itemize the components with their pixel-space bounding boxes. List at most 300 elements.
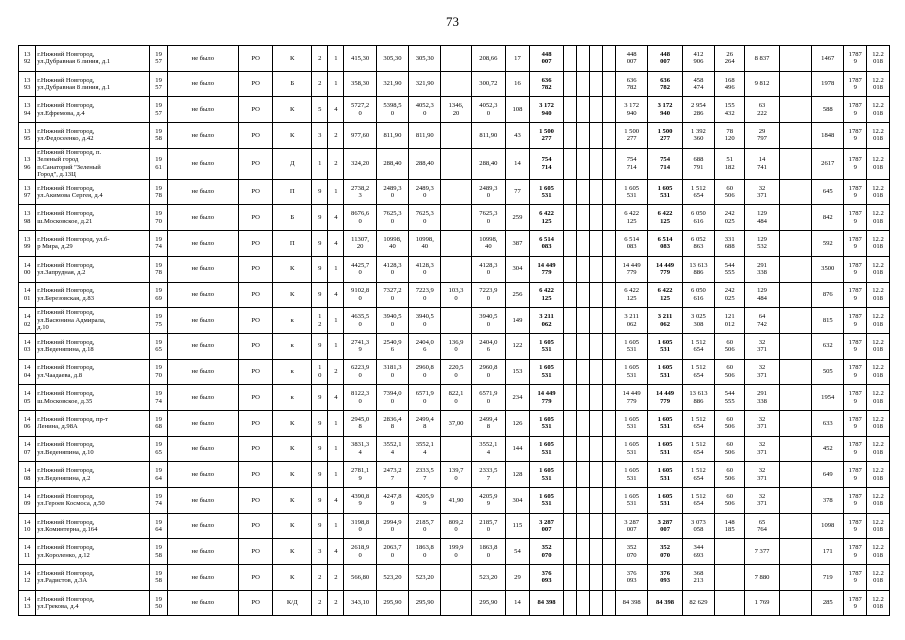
table-cell: 2741,3 9 — [344, 333, 376, 359]
table-cell: 171 — [812, 539, 844, 565]
table-cell: 291 338 — [745, 385, 779, 411]
table-cell: 1787 9 — [844, 539, 867, 565]
table-cell: 144 — [506, 436, 530, 462]
table-cell: 19 75 — [150, 308, 167, 334]
table-cell: 1 769 — [745, 590, 779, 616]
table-cell: 1 605 531 — [615, 488, 647, 514]
table-cell: РО — [238, 231, 272, 257]
table-cell — [577, 205, 590, 231]
table-cell — [779, 46, 811, 72]
table-row — [19, 436, 890, 462]
table-cell: 3181,3 0 — [376, 359, 408, 385]
table-cell — [779, 436, 811, 462]
table-cell: 220,5 0 — [441, 359, 471, 385]
table-cell: 842 — [812, 205, 844, 231]
table-cell: 876 — [812, 282, 844, 308]
table-cell: К/Д — [273, 590, 312, 616]
table-cell: 1 605 531 — [648, 359, 682, 385]
table-cell: 10998, 40 — [471, 231, 505, 257]
table-cell — [564, 282, 577, 308]
table-cell: 2404,0 6 — [409, 333, 441, 359]
table-cell: 60 506 — [715, 462, 745, 488]
table-row — [19, 179, 890, 205]
table-cell: не было — [167, 410, 238, 436]
table-cell: 452 — [812, 436, 844, 462]
table-cell: 1787 9 — [844, 46, 867, 72]
table-cell: 9 — [312, 205, 328, 231]
table-cell: 811,90 — [409, 123, 441, 149]
table-cell: 544 555 — [715, 385, 745, 411]
table-cell: 19 74 — [150, 488, 167, 514]
table-cell — [779, 256, 811, 282]
table-cell: 60 506 — [715, 359, 745, 385]
table-cell: 977,60 — [344, 123, 376, 149]
table-cell: 13 96 — [19, 148, 36, 179]
table-cell: 2 — [328, 359, 344, 385]
table-cell: 2489,3 0 — [409, 179, 441, 205]
table-cell: 51 182 — [715, 148, 745, 179]
table-cell: не было — [167, 385, 238, 411]
table-cell: 5398,5 0 — [376, 97, 408, 123]
table-cell: не было — [167, 590, 238, 616]
table-cell: не было — [167, 256, 238, 282]
table-cell: 1 605 531 — [648, 179, 682, 205]
table-cell: 4425,7 0 — [344, 256, 376, 282]
table-cell: 1 605 531 — [648, 488, 682, 514]
table-cell — [715, 590, 745, 616]
table-cell: 1 605 531 — [615, 462, 647, 488]
table-cell — [577, 565, 590, 591]
table-cell: 1 605 531 — [615, 179, 647, 205]
table-cell: 12.2 018 — [867, 333, 890, 359]
table-cell: г.Нижний Новгород, ул.Березовская, д.83 — [36, 282, 150, 308]
table-cell: 352 070 — [615, 539, 647, 565]
table-cell: 415,30 — [344, 46, 376, 72]
table-cell: 1787 9 — [844, 205, 867, 231]
table-row — [19, 462, 890, 488]
table-cell — [564, 488, 577, 514]
table-cell: К — [273, 410, 312, 436]
table-cell: 2404,0 6 — [471, 333, 505, 359]
table-cell: г.Нижний Новгород, ул.Веденяпина, д.10 — [36, 436, 150, 462]
table-cell — [779, 410, 811, 436]
table-row — [19, 410, 890, 436]
table-cell: 1 — [328, 46, 344, 72]
table-cell: 14 — [506, 148, 530, 179]
table-cell: 26 264 — [715, 46, 745, 72]
table-cell: Б — [273, 71, 312, 97]
table-cell: не было — [167, 333, 238, 359]
table-cell — [441, 71, 471, 97]
table-cell: 2 — [328, 565, 344, 591]
table-cell: 4 — [328, 205, 344, 231]
table-cell: 7 880 — [745, 565, 779, 591]
table-cell: 1 — [328, 333, 344, 359]
table-cell: 12.2 018 — [867, 513, 890, 539]
table-cell — [577, 385, 590, 411]
table-cell: 632 — [812, 333, 844, 359]
table-cell: 12.2 018 — [867, 46, 890, 72]
table-cell: РО — [238, 179, 272, 205]
table-cell: 9 — [312, 513, 328, 539]
table-cell: 2945,0 8 — [344, 410, 376, 436]
table-cell: 1 500 277 — [615, 123, 647, 149]
table-cell: РО — [238, 488, 272, 514]
table-cell: 368 213 — [682, 565, 714, 591]
table-cell: 4635,5 0 — [344, 308, 376, 334]
table-cell: г.Нижний Новгород, ул.Радистов, д.3А — [36, 565, 150, 591]
table-cell: К — [273, 565, 312, 591]
table-cell: 305,30 — [376, 46, 408, 72]
table-cell: 14 07 — [19, 436, 36, 462]
table-cell: 304 — [506, 488, 530, 514]
table-cell: 1787 9 — [844, 590, 867, 616]
table-cell: 2 — [312, 71, 328, 97]
table-cell — [603, 256, 616, 282]
table-cell: 84 398 — [529, 590, 563, 616]
table-cell: 1 605 531 — [529, 488, 563, 514]
table-cell: 1787 9 — [844, 282, 867, 308]
table-cell: 291 338 — [745, 256, 779, 282]
table-cell: 103,3 0 — [441, 282, 471, 308]
table-cell: 295,90 — [409, 590, 441, 616]
table-cell: 378 — [812, 488, 844, 514]
table-cell: 12.2 018 — [867, 256, 890, 282]
table-cell: 458 474 — [682, 71, 714, 97]
table-cell: РО — [238, 123, 272, 149]
table-cell: РО — [238, 436, 272, 462]
table-cell: 1787 9 — [844, 565, 867, 591]
table-cell: не было — [167, 539, 238, 565]
table-cell: г.Нижний Новгород, ул.Дубравная 8 линия, д.1 — [36, 71, 150, 97]
table-cell: 754 714 — [615, 148, 647, 179]
table-cell: не было — [167, 123, 238, 149]
table-cell: 1848 — [812, 123, 844, 149]
table-cell: 1 — [312, 148, 328, 179]
table-cell: 1 500 277 — [529, 123, 563, 149]
table-cell: 9 — [312, 333, 328, 359]
table-cell: 10998, 40 — [376, 231, 408, 257]
table-cell — [577, 488, 590, 514]
table-cell: 115 — [506, 513, 530, 539]
table-cell: 155 432 — [715, 97, 745, 123]
table-cell: 3 — [312, 539, 328, 565]
table-cell: г.Нижний Новгород, ул.Васюнина Адмирала, д.10 — [36, 308, 150, 334]
table-cell: 4390,8 9 — [344, 488, 376, 514]
table-cell — [715, 565, 745, 591]
table-cell: 1 — [328, 462, 344, 488]
table-cell: 1 605 531 — [529, 359, 563, 385]
table-cell: 14 08 — [19, 462, 36, 488]
table-cell: 14 — [506, 590, 530, 616]
table-cell: 719 — [812, 565, 844, 591]
register-table — [18, 45, 890, 616]
table-cell: 1 605 531 — [648, 436, 682, 462]
table-cell: РО — [238, 359, 272, 385]
table-cell: 6 422 125 — [529, 205, 563, 231]
table-cell: 129 484 — [745, 282, 779, 308]
table-cell: 129 532 — [745, 231, 779, 257]
table-cell: 12.2 018 — [867, 205, 890, 231]
table-cell: 9 — [312, 462, 328, 488]
table-cell: 1787 9 — [844, 513, 867, 539]
table-cell — [779, 123, 811, 149]
table-cell — [590, 565, 603, 591]
table-row — [19, 97, 890, 123]
table-cell — [603, 179, 616, 205]
table-cell — [779, 308, 811, 334]
table-cell: 1863,8 0 — [471, 539, 505, 565]
table-cell — [590, 205, 603, 231]
table-cell — [564, 565, 577, 591]
table-cell: 14 09 — [19, 488, 36, 514]
table-cell — [603, 308, 616, 334]
table-cell: РО — [238, 308, 272, 334]
table-cell: не было — [167, 308, 238, 334]
table-cell: 199,9 0 — [441, 539, 471, 565]
table-cell — [577, 71, 590, 97]
table-cell: 1 605 531 — [648, 333, 682, 359]
table-cell: 376 093 — [529, 565, 563, 591]
table-cell: 3552,1 4 — [471, 436, 505, 462]
table-cell: 84 398 — [648, 590, 682, 616]
table-cell — [564, 97, 577, 123]
table-cell: К — [273, 123, 312, 149]
table-cell: 809,2 0 — [441, 513, 471, 539]
table-cell — [590, 590, 603, 616]
table-cell: 208,66 — [471, 46, 505, 72]
table-cell — [564, 148, 577, 179]
table-cell: 4205,9 9 — [409, 488, 441, 514]
table-cell — [577, 46, 590, 72]
table-cell: 1 512 654 — [682, 488, 714, 514]
table-cell: 168 496 — [715, 71, 745, 97]
table-cell: 9 — [312, 231, 328, 257]
table-cell: к — [273, 308, 312, 334]
table-cell: 1787 9 — [844, 308, 867, 334]
table-cell: 1346, 20 — [441, 97, 471, 123]
table-cell — [441, 148, 471, 179]
table-cell: 2 954 286 — [682, 97, 714, 123]
table-cell: 14 11 — [19, 539, 36, 565]
table-cell: 4247,8 9 — [376, 488, 408, 514]
table-cell: 1787 9 — [844, 488, 867, 514]
table-cell: 588 — [812, 97, 844, 123]
table-cell: 13 98 — [19, 205, 36, 231]
table-cell: РО — [238, 71, 272, 97]
table-cell: не было — [167, 97, 238, 123]
table-cell — [590, 282, 603, 308]
table-cell: 2489,3 0 — [376, 179, 408, 205]
table-cell: 1 605 531 — [615, 359, 647, 385]
table-row — [19, 385, 890, 411]
table-cell — [577, 410, 590, 436]
table-cell: 1 392 360 — [682, 123, 714, 149]
table-cell: не было — [167, 179, 238, 205]
table-cell: г.Нижний Новгород, ул.Грекова, д.4 — [36, 590, 150, 616]
table-cell: 12.2 018 — [867, 71, 890, 97]
table-cell: 14 12 — [19, 565, 36, 591]
table-cell: 12.2 018 — [867, 282, 890, 308]
table-row — [19, 148, 890, 179]
table-cell: 387 — [506, 231, 530, 257]
table-row — [19, 590, 890, 616]
table-cell: 12.2 018 — [867, 488, 890, 514]
table-cell: не было — [167, 71, 238, 97]
table-cell: 754 714 — [529, 148, 563, 179]
table-cell: 3 — [312, 123, 328, 149]
table-cell — [441, 46, 471, 72]
table-row — [19, 282, 890, 308]
table-cell: 19 68 — [150, 410, 167, 436]
table-cell: 2 — [312, 46, 328, 72]
table-cell — [564, 256, 577, 282]
table-cell — [577, 97, 590, 123]
table-cell: не было — [167, 282, 238, 308]
table-cell: 2618,9 0 — [344, 539, 376, 565]
table-cell: 6 422 125 — [648, 205, 682, 231]
table-cell — [603, 359, 616, 385]
table-cell: 32 371 — [745, 179, 779, 205]
table-cell — [590, 333, 603, 359]
table-cell — [577, 462, 590, 488]
table-cell: г.Нижний Новгород, пр-т Ленина, д.98А — [36, 410, 150, 436]
table-cell: 4 — [328, 97, 344, 123]
table-cell — [779, 359, 811, 385]
table-cell: 60 506 — [715, 488, 745, 514]
table-cell: 1787 9 — [844, 410, 867, 436]
table-cell: 811,90 — [471, 123, 505, 149]
table-cell: 2063,7 0 — [376, 539, 408, 565]
table-cell — [779, 148, 811, 179]
table-cell — [564, 308, 577, 334]
table-cell — [441, 123, 471, 149]
table-cell — [577, 231, 590, 257]
table-cell: 29 — [506, 565, 530, 591]
table-cell: 4 — [328, 282, 344, 308]
table-cell: 13 97 — [19, 179, 36, 205]
table-cell — [577, 256, 590, 282]
table-cell: 1 2 — [312, 308, 328, 334]
table-cell: 19 57 — [150, 46, 167, 72]
table-cell: 9 — [312, 179, 328, 205]
table-cell — [441, 231, 471, 257]
table-cell — [577, 359, 590, 385]
table-cell: 6 422 125 — [615, 205, 647, 231]
table-cell: 19 70 — [150, 359, 167, 385]
table-cell — [603, 565, 616, 591]
table-cell: РО — [238, 590, 272, 616]
table-cell: 12.2 018 — [867, 539, 890, 565]
table-cell: 1787 9 — [844, 179, 867, 205]
table-cell: 592 — [812, 231, 844, 257]
table-cell: 129 484 — [745, 205, 779, 231]
table-cell: 1787 9 — [844, 436, 867, 462]
table-cell: 633 — [812, 410, 844, 436]
table-cell: К — [273, 46, 312, 72]
table-cell: К — [273, 539, 312, 565]
table-cell: 5727,2 0 — [344, 97, 376, 123]
table-cell — [577, 282, 590, 308]
table-cell: 1 605 531 — [529, 410, 563, 436]
table-cell: 16 — [506, 71, 530, 97]
table-cell: г.Нижний Новгород, ул.Запрудная, д.2 — [36, 256, 150, 282]
table-cell: г.Нижний Новгород, ул.Коминтерна, д.164 — [36, 513, 150, 539]
table-cell: 1863,8 0 — [409, 539, 441, 565]
table-cell: 2994,9 0 — [376, 513, 408, 539]
table-cell: 3 172 940 — [529, 97, 563, 123]
table-cell: 3198,8 0 — [344, 513, 376, 539]
table-cell: 1 500 277 — [648, 123, 682, 149]
table-cell: 9102,8 0 — [344, 282, 376, 308]
table-cell: 1787 9 — [844, 148, 867, 179]
table-cell: 7625,3 0 — [409, 205, 441, 231]
table-cell — [603, 282, 616, 308]
table-cell: 6 514 083 — [648, 231, 682, 257]
table-cell: 12.2 018 — [867, 179, 890, 205]
table-cell: 139,7 0 — [441, 462, 471, 488]
table-cell: 3 287 007 — [615, 513, 647, 539]
table-cell: 77 — [506, 179, 530, 205]
table-cell: К — [273, 513, 312, 539]
table-cell — [590, 46, 603, 72]
table-cell: 2333,5 7 — [471, 462, 505, 488]
table-cell: 234 — [506, 385, 530, 411]
table-cell: не было — [167, 436, 238, 462]
table-cell: 1 0 — [312, 359, 328, 385]
table-row — [19, 71, 890, 97]
table-cell: 3 025 308 — [682, 308, 714, 334]
table-cell: 19 70 — [150, 205, 167, 231]
table-cell — [779, 513, 811, 539]
table-cell: 1 605 531 — [529, 436, 563, 462]
table-cell: 78 120 — [715, 123, 745, 149]
table-cell: не было — [167, 205, 238, 231]
table-cell — [577, 308, 590, 334]
table-cell: 29 797 — [745, 123, 779, 149]
table-cell: 13 99 — [19, 231, 36, 257]
table-cell: 37,00 — [441, 410, 471, 436]
table-row — [19, 539, 890, 565]
table-cell: 13 92 — [19, 46, 36, 72]
table-cell — [564, 205, 577, 231]
table-cell — [603, 97, 616, 123]
table-cell: 1787 9 — [844, 462, 867, 488]
table-cell: 17 — [506, 46, 530, 72]
table-cell: К — [273, 282, 312, 308]
table-cell: 2 — [328, 148, 344, 179]
table-cell — [441, 256, 471, 282]
table-cell: 65 764 — [745, 513, 779, 539]
table-cell — [577, 590, 590, 616]
table-cell: 136,9 0 — [441, 333, 471, 359]
table-cell: 121 012 — [715, 308, 745, 334]
table-cell: 4 — [328, 385, 344, 411]
table-cell: к — [273, 333, 312, 359]
table-cell: 32 371 — [745, 359, 779, 385]
table-cell — [603, 513, 616, 539]
table-cell: 32 371 — [745, 462, 779, 488]
table-cell: 285 — [812, 590, 844, 616]
table-cell: 815 — [812, 308, 844, 334]
table-cell: 32 371 — [745, 436, 779, 462]
table-cell: РО — [238, 148, 272, 179]
table-cell: 1 605 531 — [648, 410, 682, 436]
table-cell — [564, 46, 577, 72]
table-cell: 12.2 018 — [867, 436, 890, 462]
table-cell: 8 837 — [745, 46, 779, 72]
table-cell — [590, 308, 603, 334]
